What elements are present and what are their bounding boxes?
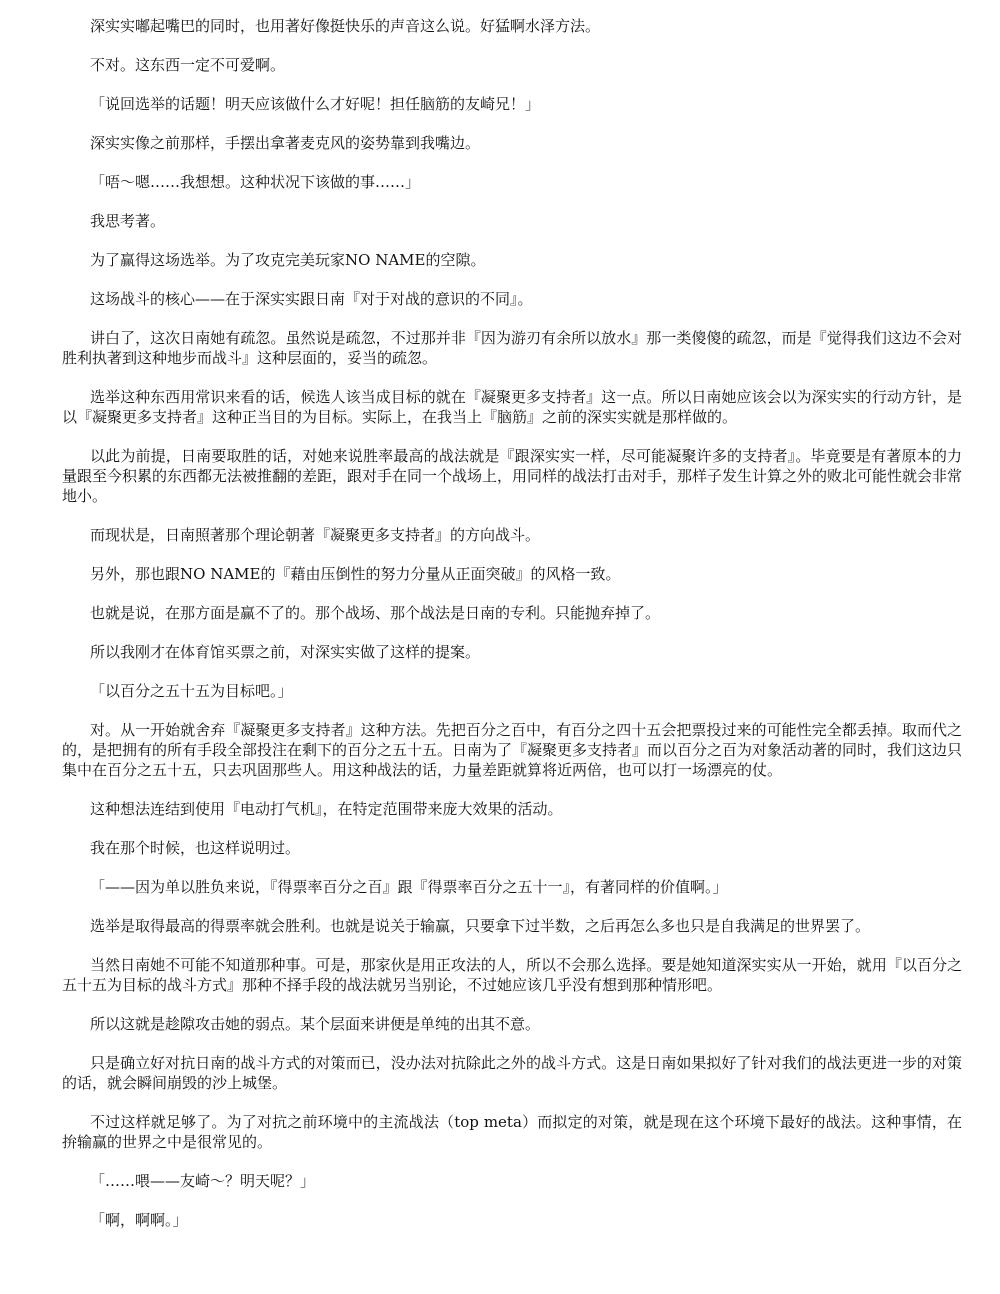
paragraph-12: 而现状是，日南照著那个理论朝著『凝聚更多支持者』的方向战斗。 <box>90 526 541 544</box>
paragraph-24: 只是确立好对抗日南的战斗方式的对策而已，没办法对抗除此之外的战斗方式。这是日南如果拟好了针对我们的战法更进一步的对策的话，就会瞬间崩毁的沙上城堡。 <box>62 1054 962 1092</box>
paragraph-5: 「唔～嗯……我想想。这种状况下该做的事……」 <box>90 173 421 191</box>
paragraph-13: 另外，那也跟NO NAME的『藉由压倒性的努力分量从正面突破』的风格一致。 <box>90 565 621 583</box>
paragraph-10: 选举这种东西用常识来看的话，候选人该当成目标的就在『凝聚更多支持者』这一点。所以日南她应该会以为深实实的行动方针，是以『凝聚更多支持者』这种正当目的为目标。实际上，在我当上『脑筋』之前的深实实就是那样做的。 <box>62 388 962 426</box>
paragraph-20: 「——因为单以胜负来说，『得票率百分之百』跟『得票率百分之五十一』，有著同样的价值啊。」 <box>90 878 728 896</box>
paragraph-16: 「以百分之五十五为目标吧。」 <box>90 682 293 700</box>
paragraph-18: 这种想法连结到使用『电动打气机』，在特定范围带来庞大效果的活动。 <box>90 800 563 818</box>
paragraph-4: 深实实像之前那样，手摆出拿著麦克风的姿势靠到我嘴边。 <box>90 134 481 152</box>
paragraph-2: 不对。这东西一定不可爱啊。 <box>90 56 286 74</box>
paragraph-9: 讲白了，这次日南她有疏忽。虽然说是疏忽，不过那并非『因为游刃有余所以放水』那一类傻傻的疏忽，而是『觉得我们这边不会对胜利执著到这种地步而战斗』这种层面的，妥当的疏忽。 <box>62 329 962 367</box>
paragraph-3: 「说回选举的话题！明天应该做什么才好呢！担任脑筋的友崎兄！」 <box>90 95 541 113</box>
paragraph-11: 以此为前提，日南要取胜的话，对她来说胜率最高的战法就是『跟深实实一样，尽可能凝聚许多的支持者』。毕竟要是有著原本的力量跟至今积累的东西都无法被推翻的差距，跟对手在同一个战场上，用同样的战法打击对手，那样子发生计算之外的败北可能性就会非常地小。 <box>62 447 963 505</box>
paragraph-21: 选举是取得最高的得票率就会胜利。也就是说关于输赢，只要拿下过半数，之后再怎么多也只是自我满足的世界罢了。 <box>90 917 871 935</box>
paragraph-26: 「……喂——友崎～？明天呢？」 <box>90 1172 316 1190</box>
paragraph-19: 我在那个时候，也这样说明过。 <box>90 839 301 857</box>
paragraph-14: 也就是说，在那方面是赢不了的。那个战场、那个战法是日南的专利。只能抛弃掉了。 <box>90 604 661 622</box>
paragraph-6: 我思考著。 <box>90 212 166 230</box>
paragraph-1: 深实实嘟起嘴巴的同时，也用著好像挺快乐的声音这么说。好猛啊水泽方法。 <box>90 17 601 35</box>
paragraph-27: 「啊，啊啊。」 <box>90 1211 188 1229</box>
paragraph-23: 所以这就是趁隙攻击她的弱点。某个层面来讲便是单纯的出其不意。 <box>90 1015 541 1033</box>
paragraph-25: 不过这样就足够了。为了对抗之前环境中的主流战法（top meta）而拟定的对策，就是现在这个环境下最好的战法。这种事情，在拚输赢的世界之中是很常见的。 <box>62 1113 962 1151</box>
paragraph-7: 为了赢得这场选举。为了攻克完美玩家NO NAME的空隙。 <box>90 251 486 269</box>
paragraph-15: 所以我刚才在体育馆买票之前，对深实实做了这样的提案。 <box>90 643 481 661</box>
paragraph-22: 当然日南她不可能不知道那种事。可是，那家伙是用正攻法的人，所以不会那么选择。要是她知道深实实从一开始，就用『以百分之五十五为目标的战斗方式』那种不择手段的战法就另当别论，不过她应该几乎没有想到那种情形吧。 <box>62 956 962 994</box>
paragraph-17: 对。从一开始就舍弃『凝聚更多支持者』这种方法。先把百分之百中，有百分之四十五会把票投过来的可能性完全都丢掉。取而代之的，是把拥有的所有手段全部投注在剩下的百分之五十五。日南为了『凝聚更多支持者』而以百分之百为对象活动著的同时，我们这边只集中在百分之五十五，只去巩固那些人。用这种战法的话，力量差距就算将近两倍，也可以打一场漂亮的仗。 <box>62 721 963 779</box>
paragraph-8: 这场战斗的核心——在于深实实跟日南『对于对战的意识的不同』。 <box>90 290 533 308</box>
